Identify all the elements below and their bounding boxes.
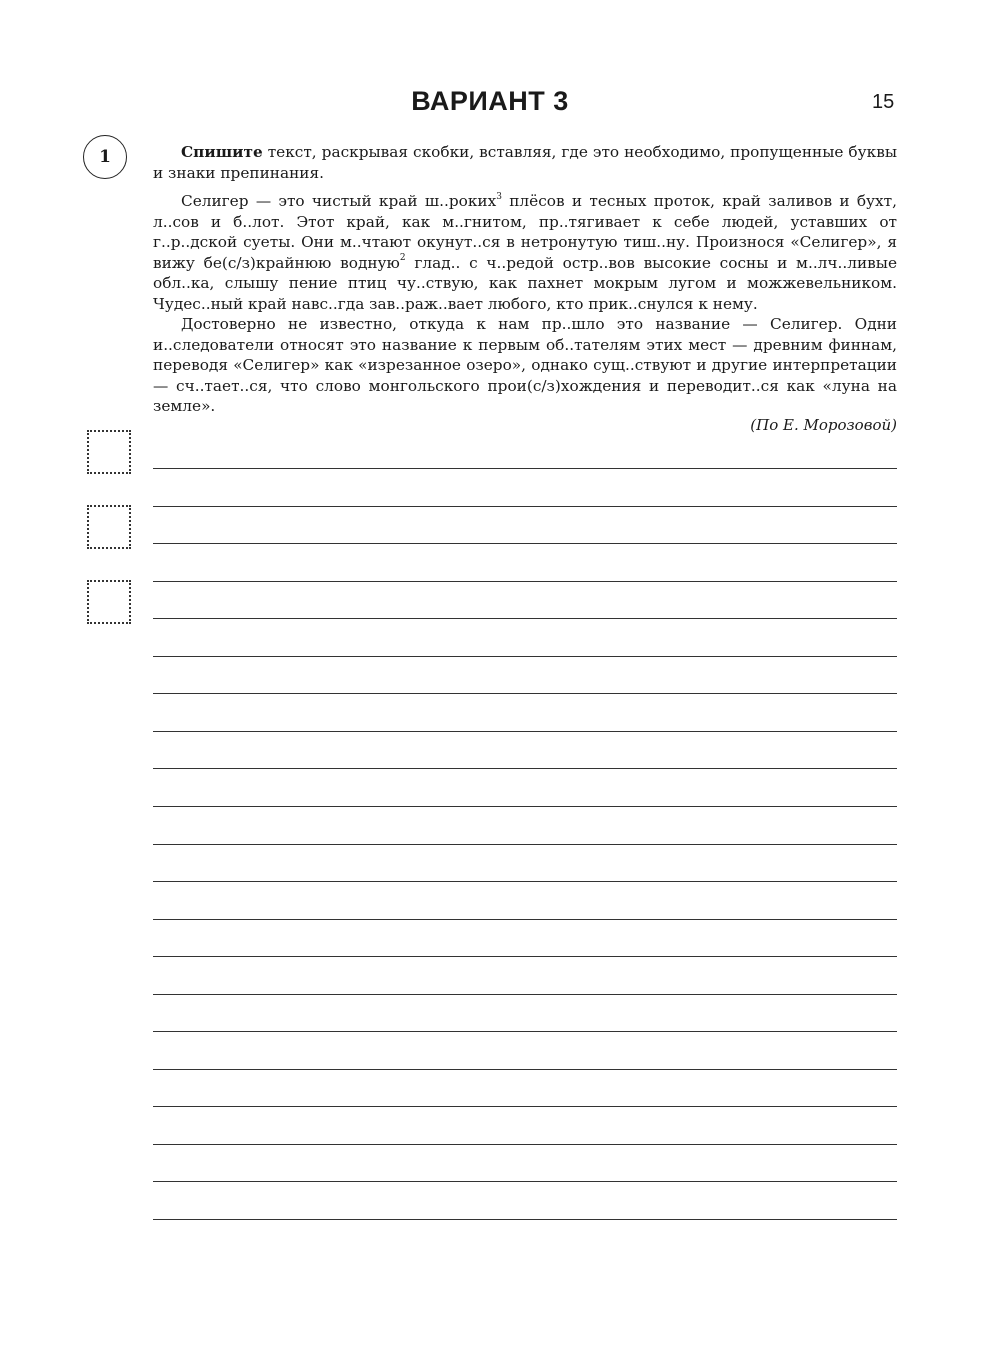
task-number: 1 [99,147,111,167]
answer-checkbox[interactable] [87,430,131,474]
answer-line [153,693,897,694]
task-content [153,142,897,417]
answer-line [153,656,897,657]
answer-line [153,1181,897,1182]
answer-line [153,1219,897,1220]
instruction-bold: Спишите [181,143,263,161]
answer-line [153,768,897,769]
answer-line [153,1069,897,1070]
page-number: 15 [872,91,895,113]
task-instruction [153,142,897,183]
answer-line [153,1144,897,1145]
answer-line [153,994,897,995]
answer-checkbox[interactable] [87,505,131,549]
page-title: ВАРИАНТ 3 [411,86,569,116]
answer-line [153,881,897,882]
paragraph-1-part-a: Селигер — это чистый край ш..роких [181,192,497,210]
answer-line [153,844,897,845]
answer-line [153,468,897,469]
answer-line [153,581,897,582]
answer-line [153,506,897,507]
answer-line [153,731,897,732]
instruction-rest: текст, раскрывая скобки, вставляя, где это необходимо, пропущенные буквы и знаки препинания. [153,143,897,182]
paragraph-1-part-c: глад.. с ч..редой остр..вов высокие сосны и м..лч..ливые обл..ка, слышу пение птиц чу..ствую, как пахнет мокрым лугом и можжевельником. Чудес..ный край навс..гда зав..раж..вает любого, кто прик..снулся к нему. [153,253,897,313]
answer-line [153,1106,897,1107]
answer-line [153,618,897,619]
answer-line [153,956,897,957]
answer-line [153,919,897,920]
author-attribution: (По Е. Морозовой) [750,416,897,434]
answer-line [153,1031,897,1032]
text-paragraph-2: Достоверно не известно, откуда к нам пр..шло это название — Селигер. Одни и..следователи относят это название к первым об..тателям этих мест — древним финнам, переводя «Селигер» как «изрезанное озеро», однако сущ..ствуют и другие интерпретации — сч..тает..ся, что слово монгольского прои(с/з)хождения и переводит..ся как «луна на земле». [153,315,897,415]
answer-line [153,806,897,807]
text-paragraph-1 [153,191,897,314]
footnote-marker: 3 [496,191,502,202]
answer-line [153,543,897,544]
task-number-badge [83,135,127,179]
answer-checkbox[interactable] [87,580,131,624]
paragraph-1-part-b: плёсов и тесных проток, край заливов и бухт, л..сов и б..лот. Этот край, как м..гнитом, пр..тягивает к себе людей, уставших от г..р..дской суеты. Они м..чтают окунут..ся в нетронутую тиш..ну. Произнося «Селигер», я вижу бе(с/з)крайнюю водную [153,192,898,272]
footnote-marker: 2 [399,253,406,264]
